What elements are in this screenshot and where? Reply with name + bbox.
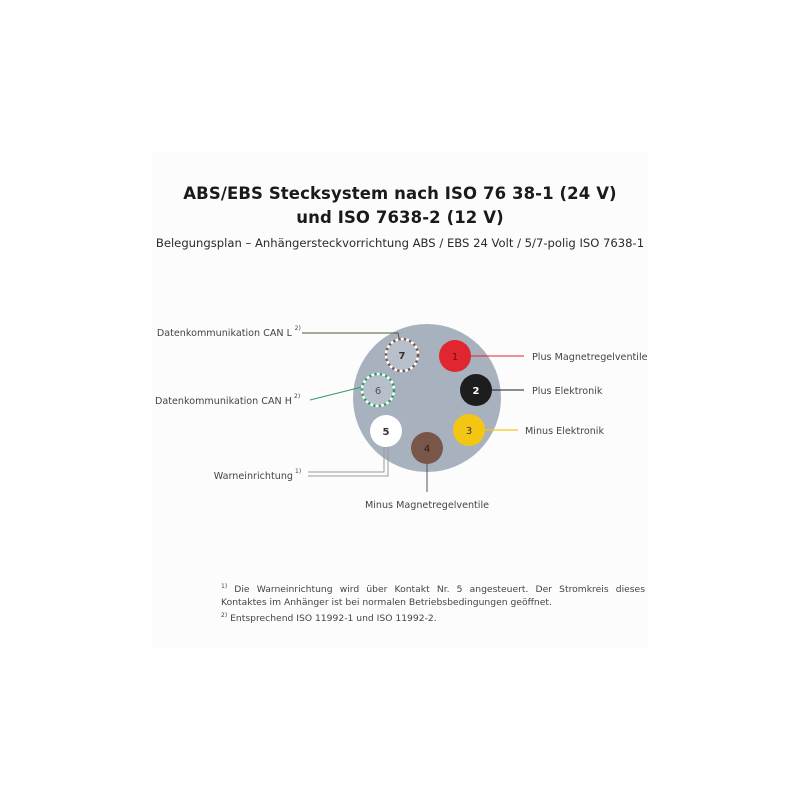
footnote-2-marker: 2)	[221, 612, 228, 620]
pin-7-number: 7	[398, 351, 406, 362]
label-pin-5-text: Warneinrichtung	[213, 471, 293, 482]
footnote-1-marker: 1)	[221, 583, 228, 590]
label-pin-3: Minus Elektronik	[525, 426, 605, 437]
label-pin-4: Minus Magnetregelventile	[364, 500, 490, 511]
footnote-2-text: Entsprechend ISO 11992-1 und ISO 11992-2.	[230, 613, 437, 625]
pin-1-number: 1	[451, 352, 459, 363]
title-line-2: und ISO 7638-2 (12 V)	[296, 208, 504, 227]
pin-5-number: 5	[382, 427, 390, 438]
label-pin-5-note: 1)	[295, 468, 302, 475]
pin-4-number: 4	[423, 444, 431, 455]
label-pin-7-note: 2)	[294, 325, 301, 332]
label-pin-1: Plus Magnetregelventile	[532, 352, 648, 363]
footnotes	[221, 580, 645, 625]
label-pin-7-text: Datenkommunikation CAN L	[156, 328, 292, 339]
label-pin-6-text: Datenkommunikation CAN H	[154, 396, 292, 407]
label-pin-5	[214, 471, 293, 482]
pin-6-number: 6	[374, 386, 382, 397]
footnote-1	[221, 580, 645, 609]
label-pin-7	[157, 328, 293, 339]
pin-2-number: 2	[472, 386, 480, 397]
label-pin-6	[155, 396, 292, 407]
leader-line-5-a	[308, 447, 384, 472]
pin-3-number: 3	[465, 426, 473, 437]
subtitle: Belegungsplan – Anhängersteckvorrichtung ABS / EBS 24 Volt / 5/7-polig ISO 7638-1	[155, 236, 645, 250]
footnote-1-text: Die Warneinrichtung wird über Kontakt Nr. 5 angesteuert. Der Stromkreis dieses Kontaktes im Anhänger ist bei normalen Betriebsbedingungen geöffnet.	[221, 584, 645, 609]
label-pin-2: Plus Elektronik	[532, 386, 603, 397]
title-line-1: ABS/EBS Stecksystem nach ISO 76 38-1 (24 V)	[183, 184, 617, 203]
footnote-2	[221, 609, 645, 625]
label-pin-6-note: 2)	[294, 393, 301, 400]
